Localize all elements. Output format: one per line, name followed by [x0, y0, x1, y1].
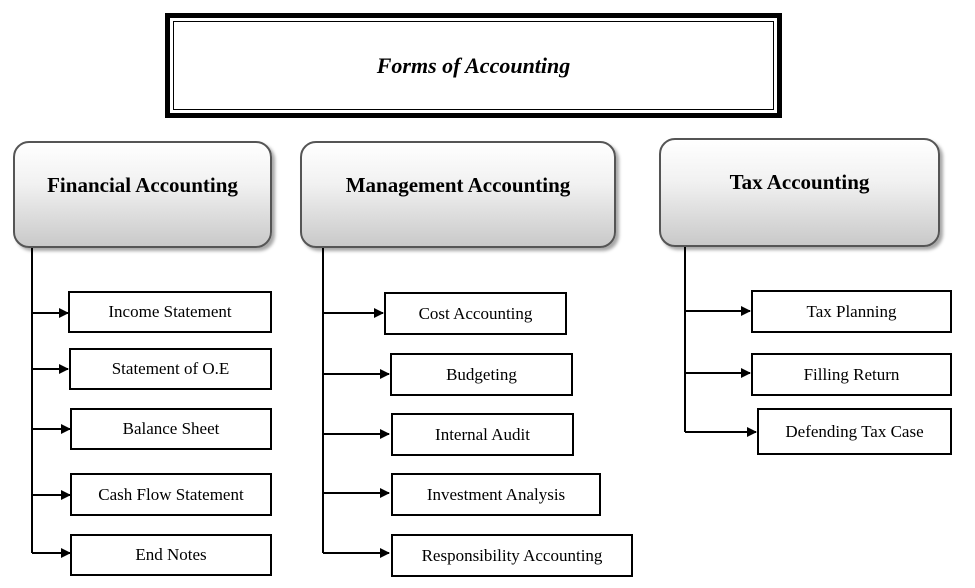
category-financial-accounting	[13, 141, 272, 248]
category-label: Tax Accounting	[729, 170, 870, 194]
category-label: Management Accounting	[345, 173, 571, 197]
category-management-accounting	[300, 141, 616, 248]
item-internal-audit: Internal Audit	[391, 413, 574, 456]
item-cost-accounting: Cost Accounting	[384, 292, 567, 335]
category-tax-accounting	[659, 138, 940, 247]
item-statement-of-oe: Statement of O.E	[69, 348, 272, 390]
item-investment-analysis: Investment Analysis	[391, 473, 601, 516]
item-budgeting: Budgeting	[390, 353, 573, 396]
diagram-title: Forms of Accounting	[376, 52, 571, 78]
item-tax-planning: Tax Planning	[751, 290, 952, 333]
diagram-title-box	[165, 13, 782, 118]
item-responsibility-accounting: Responsibility Accounting	[391, 534, 633, 577]
item-cash-flow-statement: Cash Flow Statement	[70, 473, 272, 516]
diagram-title-inner	[173, 21, 774, 110]
item-filling-return: Filling Return	[751, 353, 952, 396]
item-end-notes: End Notes	[70, 534, 272, 576]
item-defending-tax-case: Defending Tax Case	[757, 408, 952, 455]
item-income-statement: Income Statement	[68, 291, 272, 333]
item-balance-sheet: Balance Sheet	[70, 408, 272, 450]
category-label: Financial Accounting	[47, 173, 238, 197]
